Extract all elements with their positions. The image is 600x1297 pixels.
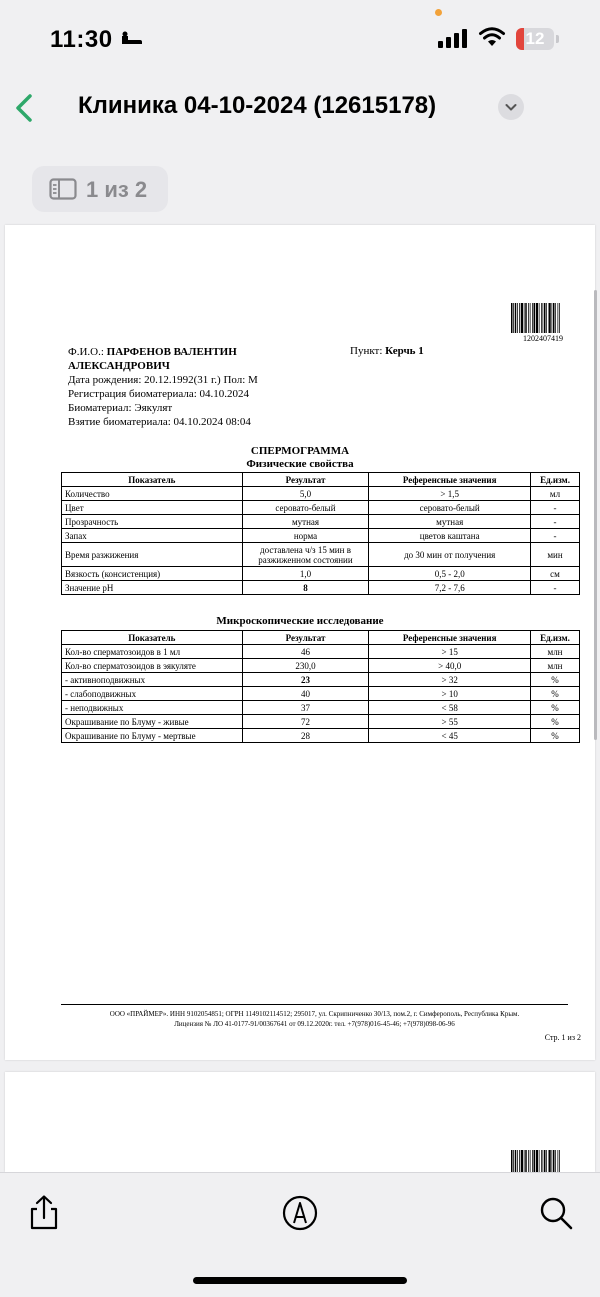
barcode-bar xyxy=(528,303,529,333)
battery-tip xyxy=(556,35,559,43)
table-row xyxy=(62,515,580,529)
collection-point xyxy=(350,345,424,357)
reference-cell: > 10 xyxy=(369,687,531,701)
fio-label: Ф.И.О.: xyxy=(68,346,104,358)
collection-date: Взятие биоматериала: 04.10.2024 08:04 xyxy=(68,416,251,428)
reference-cell: > 15 xyxy=(369,645,531,659)
title-menu-button[interactable] xyxy=(498,94,524,120)
table-row xyxy=(62,487,580,501)
unit-cell: % xyxy=(531,687,580,701)
result-cell: 1,0 xyxy=(242,567,369,581)
result-cell: мутная xyxy=(242,515,369,529)
barcode-number: 1202407419 xyxy=(523,334,563,343)
result-cell: норма xyxy=(242,529,369,543)
punkt-value: Керчь 1 xyxy=(385,345,424,357)
microscopic-section-title: Микроскопические исследование xyxy=(216,615,384,627)
battery-indicator xyxy=(516,28,554,50)
header-reference: Референсные значения xyxy=(369,473,531,487)
result-cell: 230,0 xyxy=(242,659,369,673)
barcode-bar xyxy=(543,1150,544,1172)
indicator-cell: Запах xyxy=(62,529,243,543)
patient-name: ПАРФЕНОВ ВАЛЕНТИН xyxy=(106,346,237,358)
barcode-bar xyxy=(546,1150,547,1172)
reference-cell: > 40,0 xyxy=(369,659,531,673)
unit-cell: - xyxy=(531,515,580,529)
table-row xyxy=(62,529,580,543)
physical-properties-table xyxy=(61,472,580,595)
unit-cell: мл xyxy=(531,487,580,501)
table-row xyxy=(62,581,580,595)
unit-cell: - xyxy=(531,501,580,515)
header-unit: Ед.изм. xyxy=(531,473,580,487)
reference-cell: > 1,5 xyxy=(369,487,531,501)
indicator-cell: - активноподвижных xyxy=(62,673,243,687)
table-row xyxy=(62,645,580,659)
barcode-bar xyxy=(559,303,560,333)
barcode-bar xyxy=(553,303,555,333)
registration-date: Регистрация биоматериала: 04.10.2024 xyxy=(68,388,250,400)
barcode-bar xyxy=(536,1150,538,1172)
barcode-bar xyxy=(517,1150,518,1172)
indicator-cell: Прозрачность xyxy=(62,515,243,529)
share-icon[interactable] xyxy=(24,1193,64,1233)
nav-bar xyxy=(0,80,600,140)
indicator-cell: Кол-во сперматозоидов в эякуляте xyxy=(62,659,243,673)
indicator-cell: Время разжижения xyxy=(62,543,243,567)
biomaterial: Биоматериал: Эякулят xyxy=(68,402,173,414)
barcode-bar xyxy=(530,1150,531,1172)
reference-cell: > 32 xyxy=(369,673,531,687)
page-indicator-label: 1 из 2 xyxy=(86,177,148,202)
barcode-bar xyxy=(532,1150,533,1172)
reference-cell: > 55 xyxy=(369,715,531,729)
table-row xyxy=(62,729,580,743)
barcode-bar xyxy=(546,303,547,333)
home-indicator[interactable] xyxy=(193,1277,407,1284)
wifi-icon xyxy=(478,26,506,48)
result-cell: 37 xyxy=(242,701,369,715)
reference-cell: 0,5 - 2,0 xyxy=(369,567,531,581)
battery-level: 12 xyxy=(525,29,545,48)
result-cell: 72 xyxy=(242,715,369,729)
document-page-2[interactable] xyxy=(5,1072,595,1172)
table-row xyxy=(62,543,580,567)
barcode-bar xyxy=(532,303,533,333)
result-cell: 40 xyxy=(242,687,369,701)
barcode-bar xyxy=(539,303,540,333)
barcode-bar xyxy=(525,303,527,333)
table-row xyxy=(62,673,580,687)
result-cell: 23 xyxy=(242,673,369,687)
indicator-cell: Количество xyxy=(62,487,243,501)
markup-icon[interactable] xyxy=(280,1193,320,1233)
unit-cell: % xyxy=(531,701,580,715)
barcode-bar xyxy=(558,303,559,333)
footer-company: ООО «ПРАЙМЕР». ИНН 9102054851; ОГРН 1149102114512; 295017, ул. Скрипниченко 30/13, пом.2, г. Симферополь, Республика Крым. xyxy=(109,1010,520,1018)
document-page-1[interactable] xyxy=(5,225,595,1060)
indicator-cell: Значение pH xyxy=(62,581,243,595)
unit-cell: см xyxy=(531,567,580,581)
indicator-cell: Цвет xyxy=(62,501,243,515)
unit-cell: млн xyxy=(531,645,580,659)
table-row xyxy=(62,659,580,673)
search-icon[interactable] xyxy=(536,1193,576,1233)
header-result: Результат xyxy=(242,473,369,487)
barcode xyxy=(511,303,581,333)
barcode-bar xyxy=(539,1150,540,1172)
document-title[interactable]: Клиника 04-10-2024 (12615178) xyxy=(78,92,437,119)
page-number: Стр. 1 из 2 xyxy=(544,1033,581,1042)
barcode xyxy=(511,1150,581,1172)
barcode-bar xyxy=(515,303,517,333)
header-indicator: Показатель xyxy=(62,631,243,645)
status-time: 11:30 xyxy=(50,26,113,53)
barcode-bar xyxy=(521,303,523,333)
reference-cell: 7,2 - 7,6 xyxy=(369,581,531,595)
privacy-indicator xyxy=(435,9,442,16)
barcode-bar xyxy=(511,1150,513,1172)
result-cell: серовато-белый xyxy=(242,501,369,515)
barcode-bar xyxy=(524,303,525,333)
barcode-bar xyxy=(549,303,551,333)
barcode-bar xyxy=(543,303,544,333)
result-cell: 5,0 xyxy=(242,487,369,501)
barcode-bar xyxy=(513,303,514,333)
barcode-bar xyxy=(544,303,546,333)
reference-cell: < 45 xyxy=(369,729,531,743)
indicator-cell: Кол-во сперматозоидов в 1 мл xyxy=(62,645,243,659)
barcode-bar xyxy=(517,303,518,333)
header-result: Результат xyxy=(242,631,369,645)
header-reference: Референсные значения xyxy=(369,631,531,645)
barcode-bar xyxy=(534,303,536,333)
barcode-bar xyxy=(544,1150,546,1172)
barcode-bar xyxy=(524,1150,525,1172)
result-cell: 8 xyxy=(242,581,369,595)
unit-cell: % xyxy=(531,729,580,743)
unit-cell: - xyxy=(531,529,580,543)
barcode-bar xyxy=(530,303,531,333)
barcode-bar xyxy=(553,1150,555,1172)
reference-cell: серовато-белый xyxy=(369,501,531,515)
patient-info xyxy=(68,345,258,429)
barcode-bar xyxy=(555,1150,556,1172)
birth-date: Дата рождения: 20.12.1992(31 г.) Пол: М xyxy=(68,374,258,386)
barcode-bar xyxy=(559,1150,560,1172)
result-cell: доставлена ч/з 15 мин в разжиженном состоянии xyxy=(242,543,369,567)
table-row xyxy=(62,501,580,515)
barcode-bar xyxy=(552,1150,553,1172)
barcode-bar xyxy=(528,1150,529,1172)
header-unit: Ед.изм. xyxy=(531,631,580,645)
indicator-cell: Окрашивание по Блуму - живые xyxy=(62,715,243,729)
header-indicator: Показатель xyxy=(62,473,243,487)
patient-name-line xyxy=(68,345,258,359)
back-chevron-icon[interactable] xyxy=(10,88,40,128)
barcode-bar xyxy=(519,1150,520,1172)
reference-cell: мутная xyxy=(369,515,531,529)
result-cell: 28 xyxy=(242,729,369,743)
table-row xyxy=(62,701,580,715)
chevron-down-icon xyxy=(498,94,524,120)
unit-cell: - xyxy=(531,581,580,595)
indicator-cell: Вязкость (консистенция) xyxy=(62,567,243,581)
unit-cell: % xyxy=(531,715,580,729)
table-row xyxy=(62,567,580,581)
barcode-bar xyxy=(515,1150,517,1172)
patient-patronymic: АЛЕКСАНДРОВИЧ xyxy=(68,360,170,372)
table-row xyxy=(62,687,580,701)
footer xyxy=(61,1009,568,1029)
reference-cell: до 30 мин от получения xyxy=(369,543,531,567)
microscopic-table xyxy=(61,630,580,743)
barcode-bar xyxy=(555,303,556,333)
reference-cell: цветов каштана xyxy=(369,529,531,543)
barcode-bar xyxy=(541,303,542,333)
barcode-bar xyxy=(552,303,553,333)
indicator-cell: Окрашивание по Блуму - мертвые xyxy=(62,729,243,743)
barcode-bar xyxy=(511,303,513,333)
indicator-cell: - слабоподвижных xyxy=(62,687,243,701)
indicator-cell: - неподвижных xyxy=(62,701,243,715)
page-indicator[interactable] xyxy=(32,166,168,212)
status-bar xyxy=(0,0,600,80)
barcode-bar xyxy=(549,1150,551,1172)
barcode-bar xyxy=(541,1150,542,1172)
punkt-label: Пункт: xyxy=(350,345,383,357)
unit-cell: млн xyxy=(531,659,580,673)
barcode-bar xyxy=(536,303,538,333)
table-row xyxy=(62,715,580,729)
barcode-bar xyxy=(525,1150,527,1172)
physical-section-title: Физические свойства xyxy=(246,458,354,470)
cellular-signal-icon xyxy=(438,28,470,48)
unit-cell: мин xyxy=(531,543,580,567)
scrollbar[interactable] xyxy=(594,290,597,740)
barcode-bar xyxy=(513,1150,514,1172)
reference-cell: < 58 xyxy=(369,701,531,715)
barcode-bar xyxy=(534,1150,536,1172)
barcode-bar xyxy=(521,1150,523,1172)
sidebar-icon xyxy=(49,178,77,200)
unit-cell: % xyxy=(531,673,580,687)
result-cell: 46 xyxy=(242,645,369,659)
barcode-bar xyxy=(558,1150,559,1172)
footer-license: Лицензия № ЛО 41-0177-91/00367641 от 09.12.2020г. тел. +7(978)016-45-46; +7(978)098-06-96 xyxy=(174,1020,455,1028)
footer-divider xyxy=(61,1004,568,1005)
barcode-bar xyxy=(519,303,520,333)
report-title: СПЕРМОГРАММА xyxy=(250,445,350,457)
focus-bed-icon xyxy=(120,30,144,48)
